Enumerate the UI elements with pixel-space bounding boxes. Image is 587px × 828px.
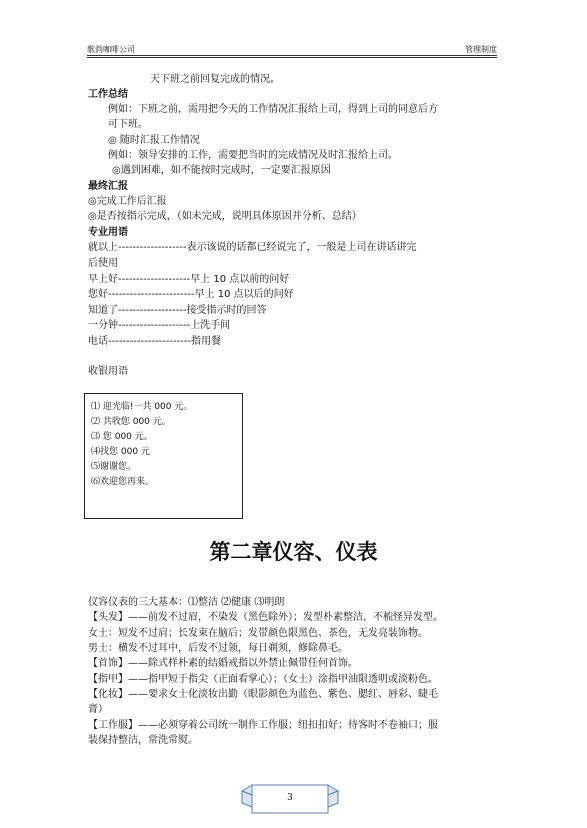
cashier-phrases-box <box>84 393 243 519</box>
text-line: 知道了-------------------接受指示时的回答 <box>88 305 267 316</box>
text-line: 天下班之前回复完成的情况。 <box>150 74 280 85</box>
text-line: 【工作服】——必须穿着公司统一制作工作服；纽扣扣好；待客时不卷袖口；服 <box>88 720 438 731</box>
list-item: ⑵ 共收您 000 元。 <box>91 417 171 427</box>
heading-terms: 专业用语 <box>88 227 128 238</box>
header-company: 歌尚咖啡公司 <box>87 45 135 54</box>
text-line: 就以上-------------------表示该说的话都已经说完了，一般是上司在讲话讲完 <box>88 242 417 253</box>
heading-work-summary: 工作总结 <box>88 89 128 100</box>
text-line: 例如：领导安排的工作，需要把当时的完成情况及时汇报给上司。 <box>108 150 398 161</box>
page-number: 3 <box>287 793 293 803</box>
text-line: 可下班。 <box>108 119 148 130</box>
list-item: ⑶ 您 000 元。 <box>91 432 153 442</box>
heading-final-report: 最终汇报 <box>88 181 128 192</box>
text-line: 装保持整洁，常洗常熨。 <box>88 735 198 746</box>
text-line: 男士：横发不过耳中，后发不过领，每日剃须，修除鼻毛。 <box>88 643 348 654</box>
text-line: 电话-----------------------指用餐 <box>88 336 221 347</box>
text-line: ◎是否按指示完成，（如未完成，说明具体原因并分析、总结） <box>88 211 362 222</box>
text-line: 早上好--------------------早上 10 点以前的问好 <box>88 274 290 285</box>
list-item: ⑷找您 000 元 <box>91 447 150 457</box>
text-line: ◎完成工作后汇报 <box>88 196 167 207</box>
heading-cashier-terms: 收银用语 <box>88 366 128 377</box>
text-line: 【化妆】——要求女士化淡妆出勤（眼影颜色为蓝色、紫色、腮红、唇彩、睫毛 <box>88 689 438 700</box>
chapter-title: 第二章仪容、仪表 <box>209 539 378 564</box>
text-line: 【首饰】——除式样朴素的结婚戒指以外禁止佩带任何首饰。 <box>88 658 358 669</box>
list-item: ⑸谢谢您。 <box>91 462 137 472</box>
text-line: 膏） <box>88 704 108 715</box>
text-line: 例如：下班之前，需用把今天的工作情况汇报给上司，得到上司的同意后方 <box>108 104 438 115</box>
header-rule-2 <box>87 57 497 58</box>
text-line: 【指甲】——指甲短于指尖（正面看掌心）；（女士）涂指甲油限透明或淡粉色。 <box>88 674 438 685</box>
text-line: ◎ 随时汇报工作情况 <box>108 135 200 146</box>
text-line: ◎遇到困难，如不能按时完成时，一定要汇报原因 <box>112 165 331 176</box>
text-line: 一分钟--------------------上洗手间 <box>88 320 231 331</box>
text-line: 您好------------------------早上 10 点以后的问好 <box>88 289 294 300</box>
text-line: 【头发】——前发不过眉，不染发（黑色除外）；发型朴素整洁，不梳怪异发型。 <box>88 612 443 623</box>
list-item: ⑴ 迎光临!一共 000 元。 <box>91 402 193 412</box>
text-line: 女士：短发不过肩；长发束在脑后；发带颜色限黑色、茶色，无发亮装饰物。 <box>88 628 428 639</box>
text-line: 后使用 <box>88 258 118 269</box>
text-line: 仪容仪表的三大基本：⑴整洁 ⑵健康 ⑶明朗 <box>88 597 285 608</box>
list-item: ⑹欢迎您再来。 <box>91 477 155 487</box>
header-doc-type: 管理制度 <box>465 45 497 54</box>
header-rule <box>87 55 497 56</box>
page-number-ribbon <box>240 781 340 815</box>
